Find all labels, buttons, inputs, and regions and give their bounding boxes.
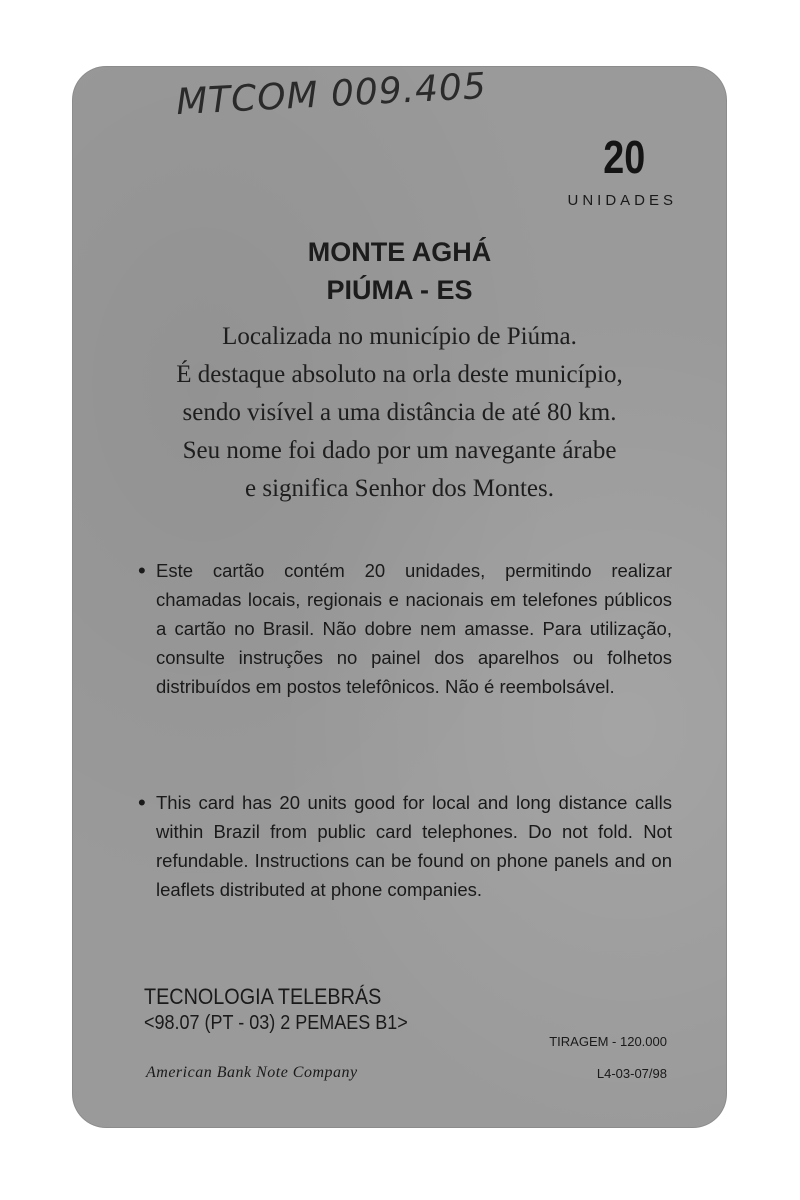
description-line: Seu nome foi dado por um navegante árabe xyxy=(182,437,617,464)
card-title-line-2: PIÚMA - ES xyxy=(326,275,473,305)
description-line: sendo visível a uma distância de até 80 km. xyxy=(182,399,617,426)
description-line: É destaque absoluto na orla deste município, xyxy=(176,361,623,388)
print-code: L4-03-07/98 xyxy=(596,1066,667,1081)
print-run: TIRAGEM - 120.000 xyxy=(549,1034,667,1049)
notice-english xyxy=(138,788,672,904)
location-description xyxy=(92,318,707,508)
card-title-line-1: MONTE AGHÁ xyxy=(307,237,492,267)
notice-portuguese-text: Este cartão contém 20 unidades, permitindo realizar chamadas locais, regionais e nacionais em telefones públicos a cartão no Brasil. Não dobre nem amasse. Para utilização, consulte instruções no painel dos aparelhos ou folhetos distribuídos em postos telefônicos. Não é reembolsável. xyxy=(156,560,672,697)
units-number: 20 xyxy=(603,131,645,183)
handwritten-note: MTCOM 009.405 xyxy=(175,66,488,124)
bullet-icon: • xyxy=(138,790,146,815)
technology-label: TECNOLOGIA TELEBRÁS xyxy=(144,984,382,1009)
notice-portuguese xyxy=(138,556,672,701)
description-line: Localizada no município de Piúma. xyxy=(222,323,577,350)
card-code: <98.07 (PT - 03) 2 PEMAES B1> xyxy=(144,1012,408,1034)
phone-card-back xyxy=(72,66,727,1128)
units-label: UNIDADES xyxy=(567,192,677,209)
printer-name: American Bank Note Company xyxy=(146,1064,358,1081)
description-line: e significa Senhor dos Montes. xyxy=(245,475,554,502)
notice-english-text: This card has 20 units good for local and long distance calls within Brazil from public card telephones. Do not fold. Not refundable. Instructions can be found on phone panels and on leaflets distributed at phone companies. xyxy=(156,792,672,900)
bullet-icon: • xyxy=(138,558,146,583)
